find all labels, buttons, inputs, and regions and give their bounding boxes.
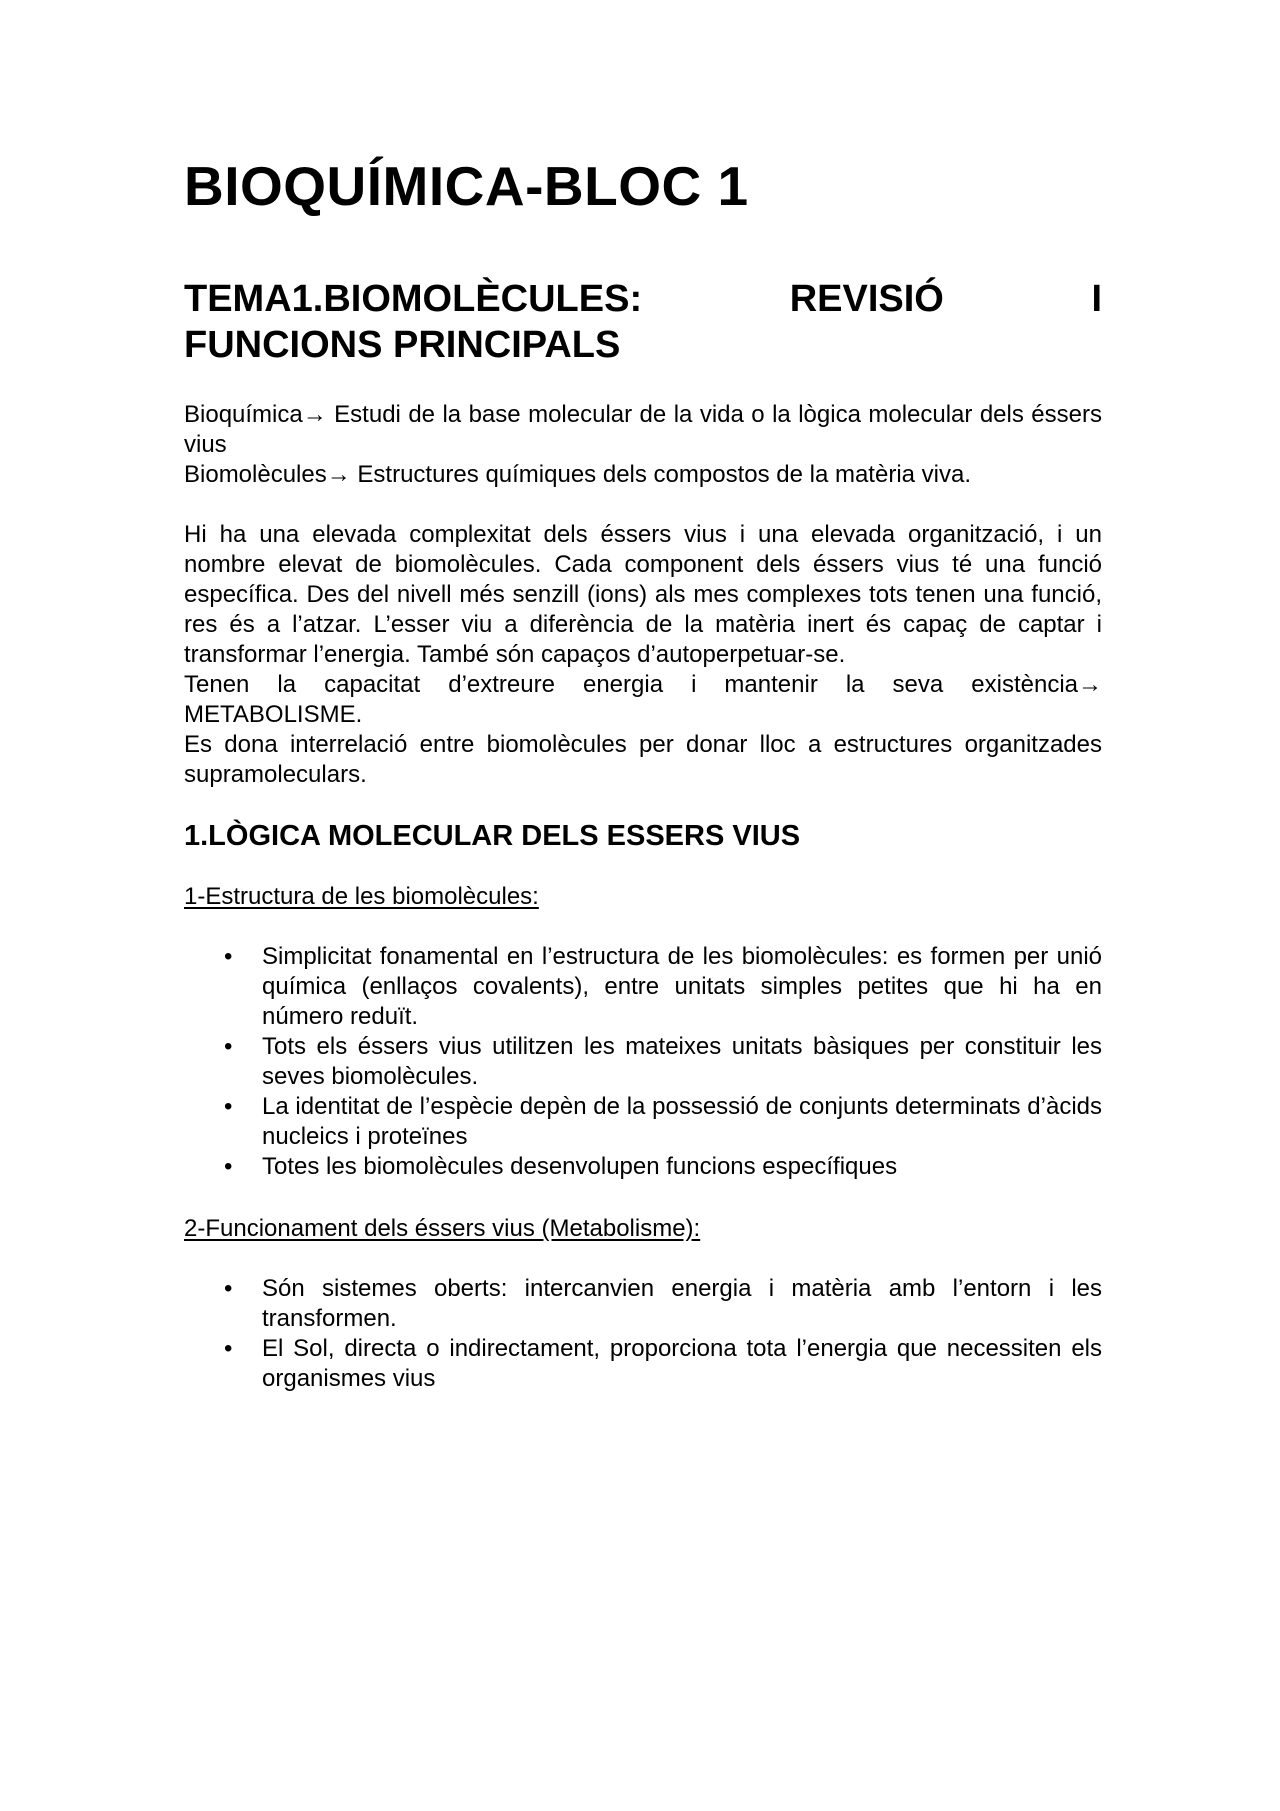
paragraph-metabolism-text: Tenen la capacitat d’extreure energia i mantenir la seva existència: [184, 671, 1078, 698]
definition-text: Estudi de la base molecular de la vida o la lògica molecular dels éssers vius: [184, 401, 1102, 458]
subheading-structure: 1-Estructura de les biomolècules:: [184, 883, 539, 910]
definitions-block: [184, 400, 1102, 490]
arrow-right-icon: →: [302, 401, 327, 428]
tema-title: [184, 276, 1102, 368]
bullet-icon: •: [224, 943, 233, 970]
subheading-functioning: 2-Funcionament dels éssers vius (Metabolisme):: [184, 1215, 701, 1242]
tema-title-part-b: REVISIÓ: [789, 278, 944, 320]
definition-term: Biomolècules: [184, 461, 327, 488]
list-item: [184, 1092, 1102, 1152]
document-title: BIOQUÍMICA-BLOC 1: [184, 155, 749, 217]
paragraph-metabolism-line1: [184, 670, 1102, 700]
definition-term: Bioquímica: [184, 401, 303, 428]
arrow-right-icon: →: [326, 461, 351, 488]
list-item-text: Simplicitat fonamental en l’estructura de les biomolècules: es formen per unió química (enllaços covalents), entre unitats simples petites que hi ha en número reduït.: [262, 943, 1102, 1030]
arrow-right-icon: →: [1078, 671, 1102, 698]
list-item: [184, 942, 1102, 1032]
tema-title-part-c: I: [1091, 278, 1102, 320]
definition-biomolecules: [184, 460, 1102, 490]
list-item: [184, 1032, 1102, 1092]
paragraph-metabolism-line2: METABOLISME.: [184, 701, 363, 728]
functioning-list: [184, 1274, 1102, 1394]
list-item-text: Totes les biomolècules desenvolupen funcions específiques: [262, 1153, 898, 1180]
list-item: [184, 1334, 1102, 1394]
list-item-text: La identitat de l’espècie depèn de la possessió de conjunts determinats d’àcids nucleics i proteïnes: [262, 1093, 1102, 1150]
list-item: [184, 1152, 1102, 1182]
tema-title-line1: [184, 276, 1102, 322]
list-item-text: El Sol, directa o indirectament, proporciona tota l’energia que necessiten els organismes vius: [262, 1335, 1102, 1392]
definition-bioquimica: [184, 400, 1102, 460]
list-item-text: Tots els éssers vius utilitzen les mateixes unitats bàsiques per constituir les seves biomolècules.: [262, 1033, 1102, 1090]
list-item: [184, 1274, 1102, 1334]
tema-title-line2: FUNCIONS PRINCIPALS: [184, 324, 621, 366]
tema-title-part-a: TEMA1.BIOMOLÈCULES:: [184, 278, 643, 320]
paragraph-interrelation: Es dona interrelació entre biomolècules per donar lloc a estructures organitzades supramoleculars.: [184, 731, 1102, 788]
intro-paragraphs: [184, 520, 1102, 790]
list-item-text: Són sistemes oberts: intercanvien energia i matèria amb l’entorn i les transformen.: [262, 1275, 1102, 1332]
definition-text: Estructures químiques dels compostos de la matèria viva.: [350, 461, 972, 488]
bullet-icon: •: [224, 1275, 233, 1302]
bullet-icon: •: [224, 1033, 233, 1060]
bullet-icon: •: [224, 1153, 233, 1180]
bullet-icon: •: [224, 1335, 233, 1362]
paragraph-complexity: Hi ha una elevada complexitat dels éssers vius i una elevada organització, i un nombre elevat de biomolècules. Cada component dels éssers vius té una funció específica. Des del nivell més senzill (ions) als mes complexes tots tenen una funció, res és a l’atzar. L’esser viu a diferència de la matèria inert és capaç de captar i transformar l’energia. També són capaços d’autoperpetuar-se.: [184, 521, 1102, 668]
structure-list: [184, 942, 1102, 1182]
bullet-icon: •: [224, 1093, 233, 1120]
section-title: 1.LÒGICA MOLECULAR DELS ESSERS VIUS: [184, 820, 801, 852]
